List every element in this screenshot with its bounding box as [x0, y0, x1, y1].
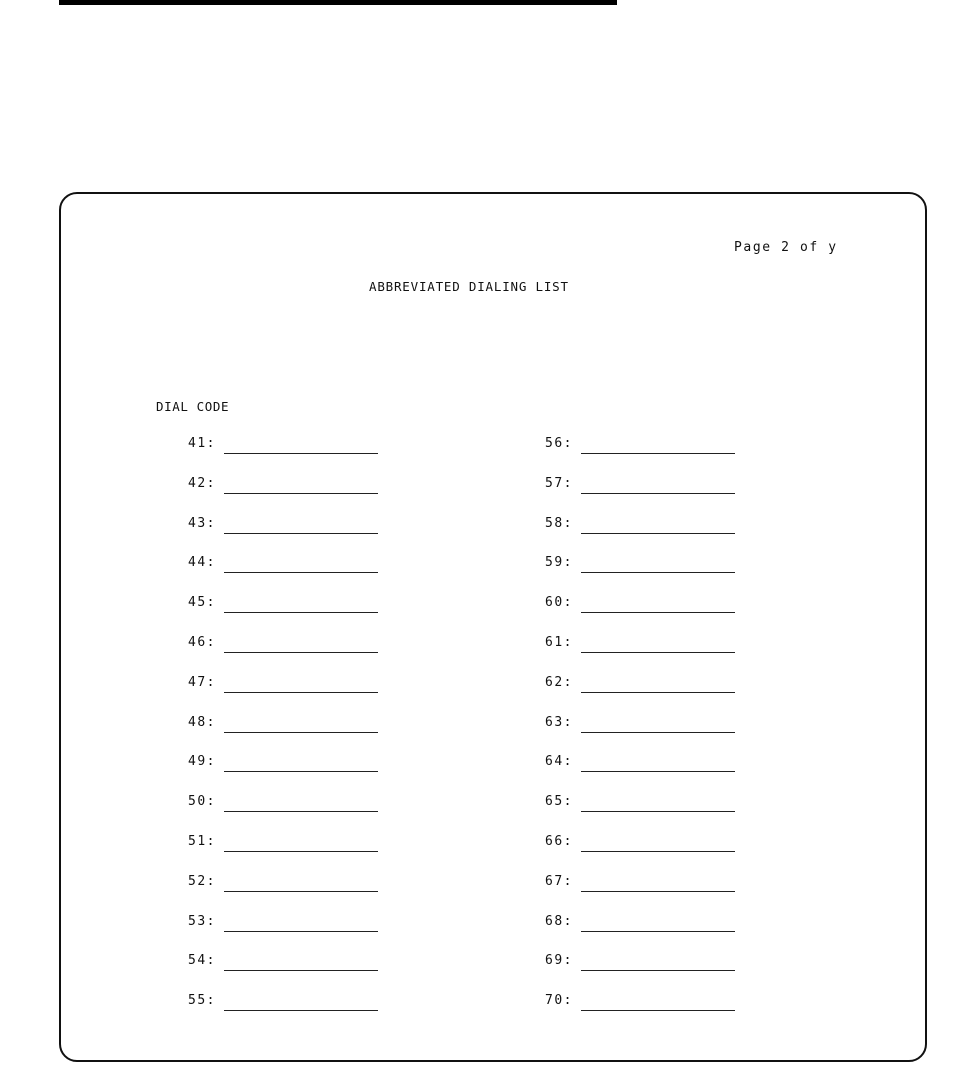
dial-code-label: 63: [545, 714, 573, 730]
dial-number-blank[interactable] [224, 612, 378, 613]
dial-code-label: 53: [188, 913, 216, 929]
dial-code-label: 58: [545, 515, 573, 531]
dial-number-blank[interactable] [581, 692, 735, 693]
dial-number-blank[interactable] [224, 732, 378, 733]
form-title: ABBREVIATED DIALING LIST [369, 279, 569, 294]
dial-number-blank[interactable] [224, 533, 378, 534]
dial-number-blank[interactable] [224, 851, 378, 852]
dial-number-blank[interactable] [581, 493, 735, 494]
dial-code-label: 61: [545, 634, 573, 650]
dial-code-label: 66: [545, 833, 573, 849]
dial-number-blank[interactable] [581, 572, 735, 573]
form-frame [59, 192, 927, 1062]
dial-number-blank[interactable] [224, 453, 378, 454]
dial-number-blank[interactable] [581, 533, 735, 534]
dial-code-label: 67: [545, 873, 573, 889]
dial-code-label: 64: [545, 754, 573, 770]
dial-code-heading: DIAL CODE [156, 399, 230, 414]
dial-code-label: 65: [545, 794, 573, 810]
dial-number-blank[interactable] [581, 891, 735, 892]
dial-number-blank[interactable] [581, 970, 735, 971]
dial-code-label: 49: [188, 754, 216, 770]
top-rule [59, 0, 617, 5]
dial-code-label: 62: [545, 674, 573, 690]
dial-code-label: 46: [188, 634, 216, 650]
dial-number-blank[interactable] [581, 1010, 735, 1011]
dial-code-label: 43: [188, 515, 216, 531]
dial-number-blank[interactable] [224, 652, 378, 653]
dial-number-blank[interactable] [224, 572, 378, 573]
dial-number-blank[interactable] [581, 811, 735, 812]
dial-code-label: 51: [188, 833, 216, 849]
dial-number-blank[interactable] [224, 493, 378, 494]
dial-number-blank[interactable] [581, 652, 735, 653]
dial-number-blank[interactable] [224, 891, 378, 892]
dial-number-blank[interactable] [581, 851, 735, 852]
dial-code-label: 55: [188, 993, 216, 1009]
dial-number-blank[interactable] [581, 453, 735, 454]
dial-number-blank[interactable] [581, 931, 735, 932]
dial-code-label: 45: [188, 595, 216, 611]
dial-number-blank[interactable] [224, 931, 378, 932]
page-indicator: Page 2 of y [734, 240, 838, 255]
dial-code-label: 50: [188, 794, 216, 810]
dial-code-label: 68: [545, 913, 573, 929]
dial-code-label: 42: [188, 475, 216, 491]
dial-number-blank[interactable] [224, 771, 378, 772]
dial-number-blank[interactable] [581, 771, 735, 772]
dial-code-label: 47: [188, 674, 216, 690]
dial-number-blank[interactable] [581, 732, 735, 733]
dial-code-label: 41: [188, 436, 216, 451]
dial-number-blank[interactable] [224, 692, 378, 693]
dial-number-blank[interactable] [581, 612, 735, 613]
dial-code-label: 52: [188, 873, 216, 889]
dial-number-blank[interactable] [224, 811, 378, 812]
dial-code-label: 56: [545, 436, 573, 451]
dial-code-label: 48: [188, 714, 216, 730]
dial-code-label: 54: [188, 953, 216, 969]
dial-code-label: 69: [545, 953, 573, 969]
dial-code-label: 44: [188, 555, 216, 571]
dial-code-label: 57: [545, 475, 573, 491]
dial-code-label: 60: [545, 595, 573, 611]
dial-code-label: 59: [545, 555, 573, 571]
dial-number-blank[interactable] [224, 970, 378, 971]
dial-number-blank[interactable] [224, 1010, 378, 1011]
dial-code-label: 70: [545, 993, 573, 1009]
